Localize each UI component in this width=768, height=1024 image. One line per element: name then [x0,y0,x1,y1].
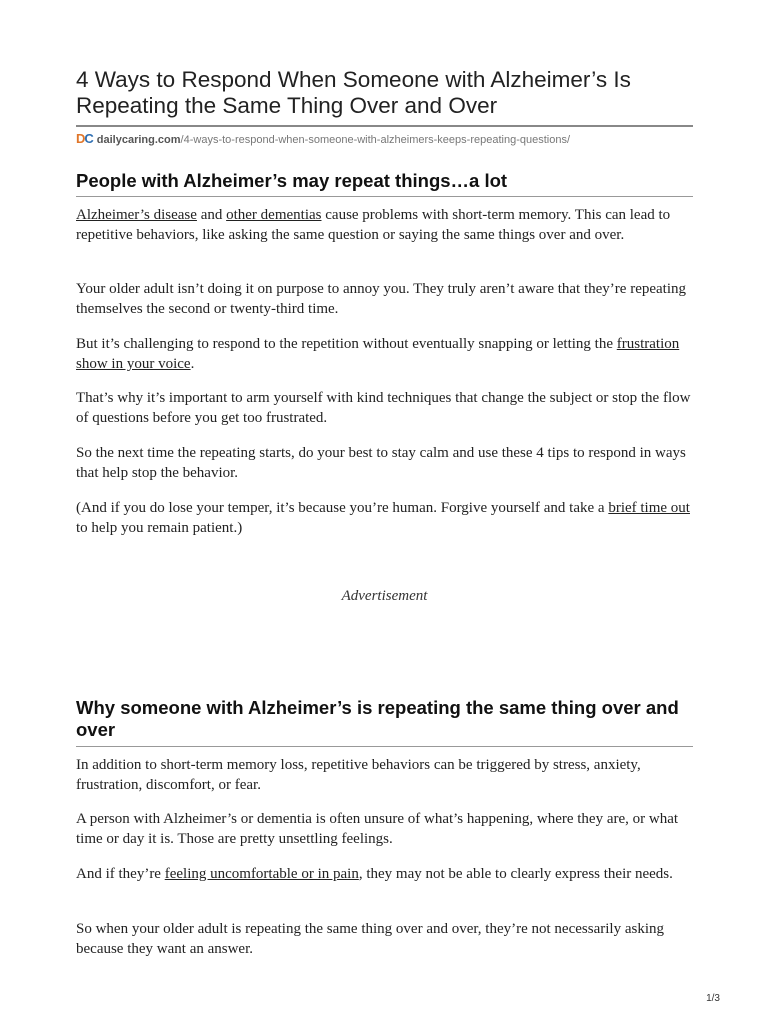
site-logo-icon-c: C [84,131,94,146]
text-span: , they may not be able to clearly express their needs. [358,866,673,882]
section-heading-1: People with Alzheimer’s may repeat things…a lot [76,170,508,191]
paragraph: In addition to short-term memory loss, repetitive behaviors can be triggered by stress, anxiety, frustration, discomfort, or fear. [76,757,641,793]
paragraph: Your older adult isn’t doing it on purpose to annoy you. They truly aren’t aware that they’re repeating themselves the second or twenty-third time. [76,281,687,317]
source-url[interactable] [76,131,570,146]
text-span: But it’s challenging to respond to the repetition without eventually snapping or letting the [76,336,617,352]
link-brief-time-out[interactable]: brief time out [608,500,690,516]
paragraph [76,864,693,884]
text-span: (And if you do lose your temper, it’s because you’re human. Forgive yourself and take a [76,500,609,516]
paragraph [76,334,693,374]
text-span: cause problems with short-term memory. This can lead to repetitive behaviors, like asking the same question or saying the same things over and over. [76,207,671,243]
article-title: 4 Ways to Respond When Someone with Alzheimer’s Is Repeating the Same Thing Over and Over [76,67,631,118]
text-span: . [190,356,195,372]
link-other-dementias[interactable]: other dementias [226,207,322,223]
source-domain: dailycaring.com [96,134,181,146]
paragraph: So when your older adult is repeating the same thing over and over, they’re not necessarily asking because they want an answer. [76,921,664,957]
paragraph [76,205,693,245]
section-divider-2 [76,746,693,747]
link-feeling-uncomfortable[interactable]: feeling uncomfortable or in pain [164,866,359,882]
advertisement-label: Advertisement [341,588,428,604]
paragraph: A person with Alzheimer’s or dementia is often unsure of what’s happening, where they are, or what time or day it is. Those are pretty unsettling feelings. [76,811,679,847]
text-span: And if they’re [76,866,165,882]
section-divider-1 [76,196,693,197]
link-alzheimers-disease[interactable]: Alzheimer’s disease [76,207,197,223]
text-span: to help you remain patient.) [76,520,243,536]
paragraph [76,498,693,538]
section-heading-2: Why someone with Alzheimer’s is repeating the same thing over and over [76,697,679,740]
paragraph: So the next time the repeating starts, do your best to stay calm and use these 4 tips to respond in ways that help stop the behavior. [76,445,686,481]
source-path: /4-ways-to-respond-when-someone-with-alzheimers-keeps-repeating-questions/ [180,134,570,146]
title-divider [76,125,693,127]
text-span: and [196,207,227,223]
site-logo-icon: D [76,131,85,146]
paragraph: That’s why it’s important to arm yourself with kind techniques that change the subject or stop the flow of questions before you get too frustrated. [76,390,691,426]
page-number: 1/3 [706,993,720,1004]
link-frustration-show[interactable]: frustration show in your voice [76,336,680,372]
